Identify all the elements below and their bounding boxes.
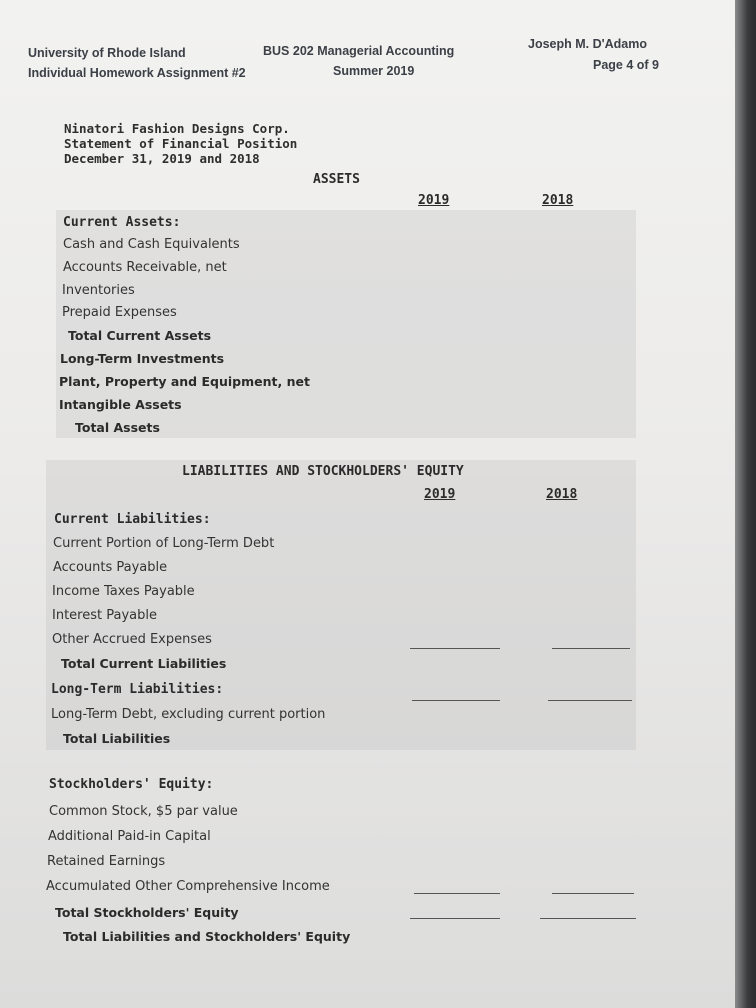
liabilities-year-2019: 2019 [424, 487, 456, 502]
assets-heading: ASSETS [313, 172, 360, 187]
row-label: Income Taxes Payable [52, 584, 195, 599]
row-label: Other Accrued Expenses [52, 632, 212, 647]
aoci-rule-2019 [414, 893, 500, 894]
company-name: Ninatori Fashion Designs Corp. [64, 121, 290, 136]
row-label: Additional Paid-in Capital [48, 829, 211, 844]
equity-rule-2018 [540, 918, 636, 919]
equity-rule-2019 [410, 918, 500, 919]
equity-heading: Stockholders' Equity: [49, 777, 214, 792]
row-label: Accounts Payable [53, 560, 168, 575]
header-assignment: Individual Homework Assignment #2 [28, 66, 246, 80]
row-label: Long-Term Investments [60, 351, 225, 366]
row-label: Current Portion of Long-Term Debt [53, 536, 275, 551]
header-page: Page 4 of 9 [593, 58, 659, 72]
assets-year-2019: 2019 [418, 193, 450, 208]
row-label: Total Stockholders' Equity [55, 905, 239, 920]
subtotal-rule-2018 [552, 648, 630, 649]
row-label: Retained Earnings [47, 854, 166, 869]
header-author: Joseph M. D'Adamo [528, 37, 647, 51]
row-label: Intangible Assets [59, 397, 182, 412]
row-label: Total Current Liabilities [61, 656, 227, 671]
row-label: Total Assets [75, 420, 160, 435]
statement-dates: December 31, 2019 and 2018 [64, 151, 260, 166]
lt-rule-2019 [412, 700, 500, 701]
statement-title: Statement of Financial Position [64, 136, 298, 151]
liabilities-heading: LIABILITIES AND STOCKHOLDERS' EQUITY [182, 464, 464, 479]
row-label: Total Liabilities [63, 731, 171, 746]
row-label: Accumulated Other Comprehensive Income [46, 879, 330, 894]
row-label: Plant, Property and Equipment, net [59, 374, 310, 389]
header-university: University of Rhode Island [28, 46, 186, 60]
background-edge [735, 0, 756, 1008]
current-liabilities-heading: Current Liabilities: [54, 512, 211, 527]
row-label: Common Stock, $5 par value [49, 804, 238, 819]
header-term: Summer 2019 [333, 64, 415, 78]
aoci-rule-2018 [552, 893, 634, 894]
assets-year-2018: 2018 [542, 193, 574, 208]
row-label: Interest Payable [52, 608, 157, 623]
row-label: Inventories [62, 283, 135, 298]
longterm-liabilities-heading: Long-Term Liabilities: [51, 682, 224, 697]
header-course: BUS 202 Managerial Accounting [263, 44, 455, 58]
lt-rule-2018 [548, 700, 632, 701]
row-label: Cash and Cash Equivalents [63, 237, 240, 252]
row-label: Accounts Receivable, net [63, 260, 227, 275]
row-label: Long-Term Debt, excluding current portion [51, 707, 326, 722]
liabilities-year-2018: 2018 [546, 487, 578, 502]
row-label: Total Liabilities and Stockholders' Equity [63, 929, 351, 944]
row-label: Total Current Assets [68, 328, 212, 343]
row-label: Prepaid Expenses [62, 305, 177, 320]
subtotal-rule-2019 [410, 648, 500, 649]
current-assets-heading: Current Assets: [63, 215, 181, 230]
